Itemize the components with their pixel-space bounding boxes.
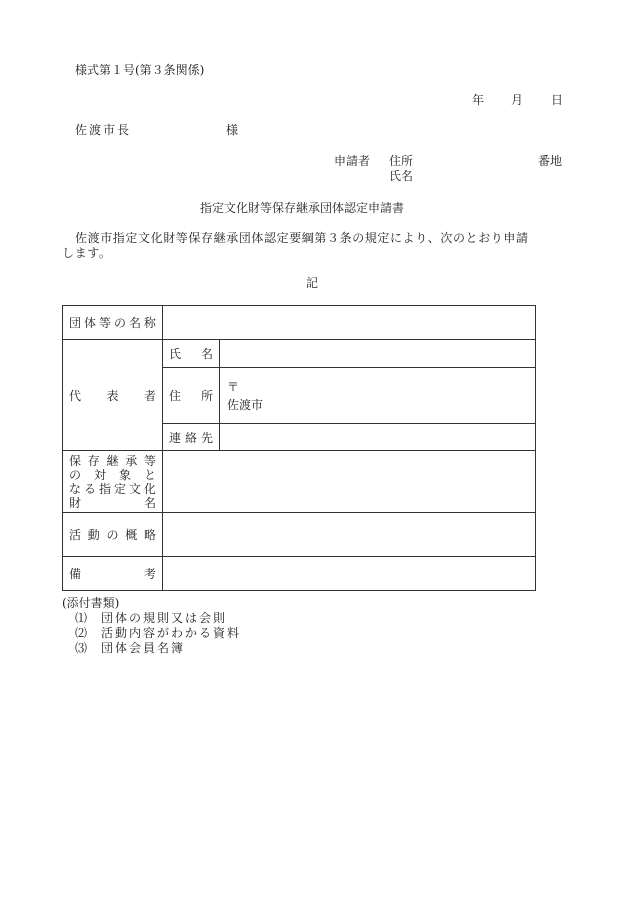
date-month-label: 月 [511,93,524,107]
body-line-2: します。 [62,246,112,260]
addressee-honorific: 様 [226,123,239,137]
remarks-field[interactable] [163,557,536,591]
document-title: 指定文化財等保存継承団体認定申請書 [200,201,405,215]
attachment-item: ⑵ 活動内容がわかる資料 [75,626,242,640]
applicant-address-label: 住所 [389,154,414,168]
remarks-row [63,557,536,591]
rep-address-label: 住 所 [163,368,220,424]
postal-mark: 〒 [227,379,240,394]
applicant-label: 申請者 [334,154,371,168]
activity-field[interactable] [163,513,536,557]
remarks-label: 備 考 [63,557,163,591]
rep-city: 佐渡市 [227,397,264,412]
date-year-label: 年 [472,93,485,107]
ki-heading: 記 [306,276,319,290]
form-number: 様式第１号(第３条関係) [75,63,205,77]
activity-label: 活 動 の 概 略 [63,513,163,557]
group-name-field[interactable] [163,306,536,340]
applicant-address-suffix: 番地 [538,154,563,168]
group-name-row [63,306,536,340]
date-day-label: 日 [551,93,564,107]
applicant-name-label: 氏名 [389,169,414,183]
target-field[interactable] [163,451,536,513]
rep-name-field[interactable] [220,340,536,368]
rep-contact-label: 連 絡 先 [163,424,220,451]
addressee-name: 佐渡市長 [75,123,132,137]
attachment-item: ⑴ 団体の規則又は会則 [75,611,228,625]
target-row [63,451,536,513]
application-table [62,305,536,591]
target-label: 保 存 継 承 等 の 対 象 と な る 指 定 文 化 財 名 [63,451,163,513]
rep-address-field[interactable] [220,368,536,424]
attachment-item: ⑶ 団体会員名簿 [75,641,186,655]
activity-row [63,513,536,557]
representative-label: 代 表 者 [63,340,163,451]
rep-name-label: 氏 名 [163,340,220,368]
group-name-label: 団 体 等 の 名 称 [63,306,163,340]
rep-name-row [63,340,536,368]
attachments-heading: (添付書類) [62,596,120,610]
body-line-1: 佐渡市指定文化財等保存継承団体認定要綱第３条の規定により、次のとおり申請 [75,231,529,245]
rep-contact-field[interactable] [220,424,536,451]
